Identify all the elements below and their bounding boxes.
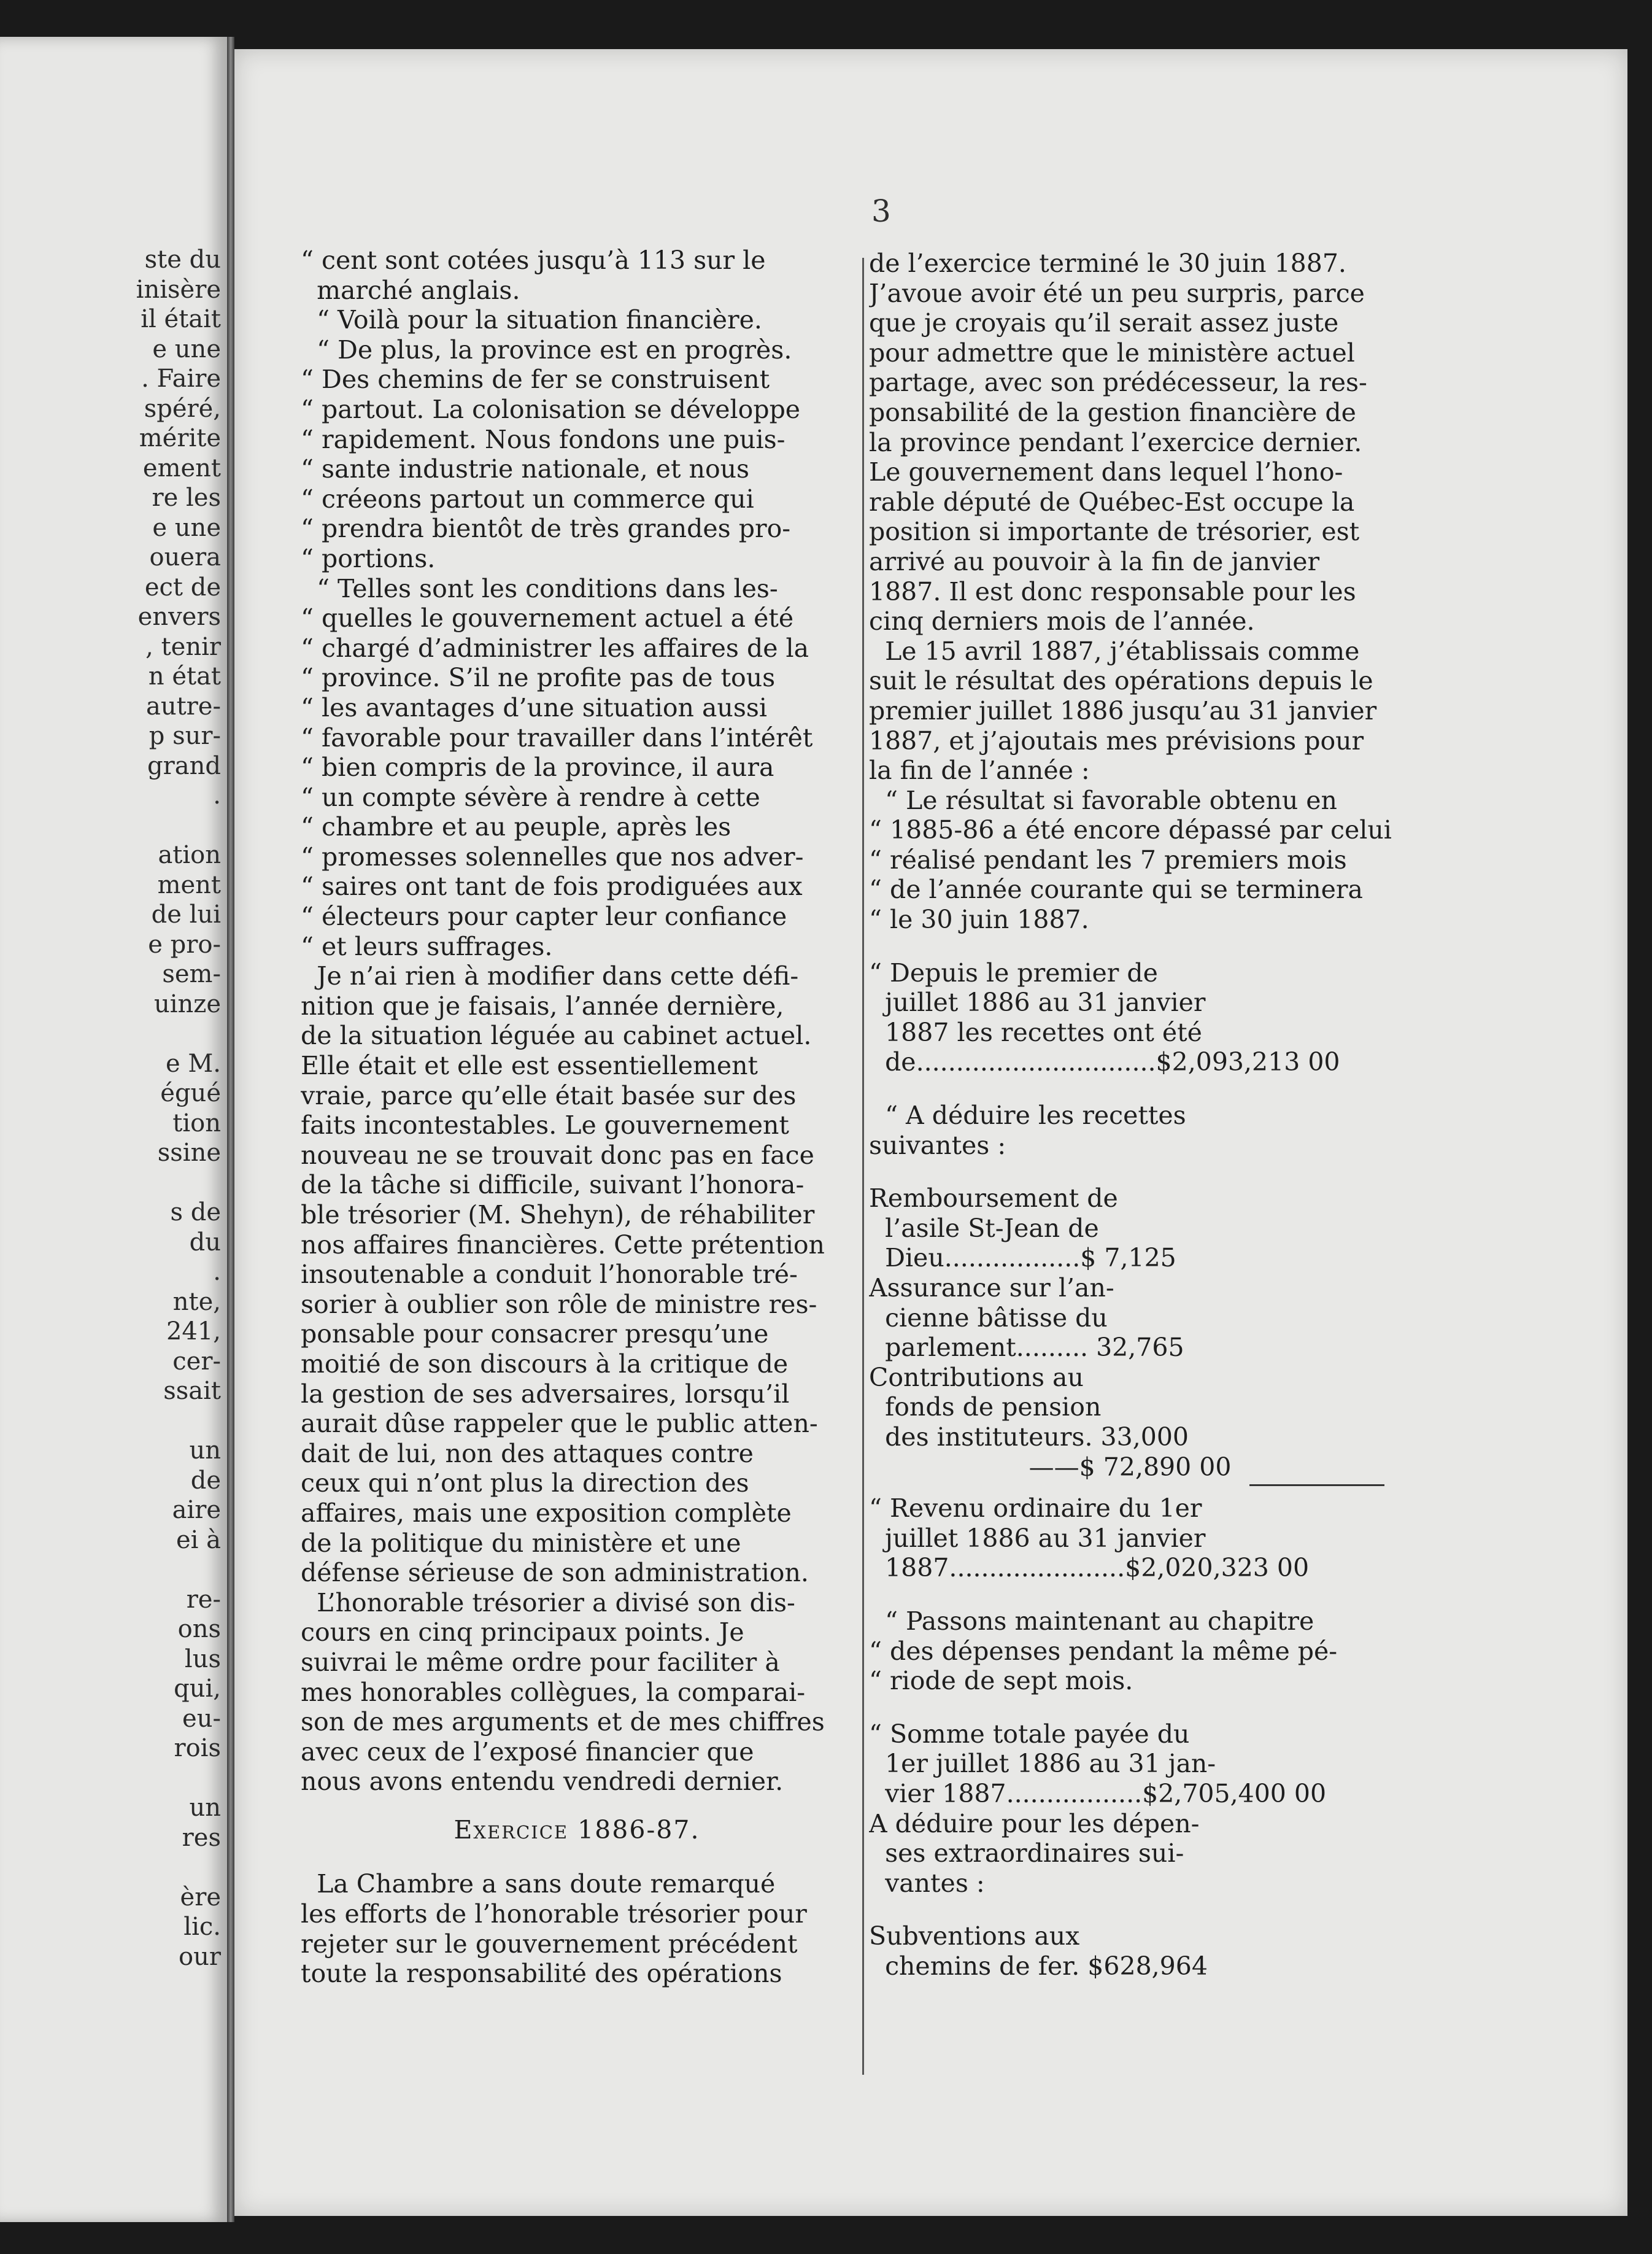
left-page-line: ouera xyxy=(149,543,221,571)
left-page-line: e pro- xyxy=(148,930,221,959)
text-line: “ portions. xyxy=(301,543,436,573)
railway-subsidies xyxy=(869,1921,1409,1981)
text-line: “ Somme totale payée du xyxy=(869,1719,1190,1749)
left-column-text-after xyxy=(301,1869,853,1988)
text-line: l’asile St-Jean de xyxy=(869,1213,1099,1243)
text-line: “ rapidement. Nous fondons une puis- xyxy=(301,424,785,454)
left-page-line: n état xyxy=(148,662,221,691)
text-line: de la tâche si difficile, suivant l’honora- xyxy=(301,1170,805,1200)
text-line: toute la responsabilité des opérations xyxy=(301,1959,782,1989)
text-line: 1887......................$2,020,323 00 xyxy=(869,1553,1310,1583)
text-line: nos affaires financières. Cette prétention xyxy=(301,1230,825,1260)
text-line: “ de l’année courante qui se terminera xyxy=(869,875,1363,905)
text-line: nouveau ne se trouvait donc pas en face xyxy=(301,1140,814,1170)
text-line: suivrai le même ordre pour faciliter à xyxy=(301,1647,780,1677)
text-line: “ cent sont cotées jusqu’à 113 sur le xyxy=(301,246,766,275)
left-page-line: un xyxy=(189,1436,221,1465)
text-line: “ favorable pour travailler dans l’intérêt xyxy=(301,722,813,753)
text-line: suivantes : xyxy=(869,1130,1006,1160)
text-line: 1887. Il est donc responsable pour les xyxy=(869,576,1356,606)
left-page-line: de xyxy=(190,1466,221,1495)
text-line: Remboursement de xyxy=(869,1183,1118,1214)
text-line: ble trésorier (M. Shehyn), de réhabiliter xyxy=(301,1200,815,1230)
left-page-line: autre- xyxy=(146,692,221,721)
left-page-line: ment xyxy=(157,870,221,899)
right-column-paragraph xyxy=(869,249,1409,935)
left-column-text xyxy=(301,246,853,1797)
text-line: arrivé au pouvoir à la fin de janvier xyxy=(869,546,1320,576)
left-page-line: re- xyxy=(186,1585,221,1614)
left-page-line: p sur- xyxy=(149,722,221,750)
ordinary-revenue xyxy=(869,1493,1409,1583)
text-line: Le gouvernement dans lequel l’hono- xyxy=(869,457,1343,487)
left-page-line: spéré, xyxy=(144,394,221,423)
text-line: “ des dépenses pendant la même pé- xyxy=(869,1636,1338,1666)
text-line: “ riode de sept mois. xyxy=(869,1666,1133,1696)
left-page-line: ste du xyxy=(144,246,221,274)
text-line: “ un compte sévère à rendre à cette xyxy=(301,782,760,812)
text-line: “ 1885-86 a été encore dépassé par celui xyxy=(869,815,1392,845)
text-line: ponsabilité de la gestion financière de xyxy=(869,397,1356,427)
text-line: 1887, et j’ajoutais mes prévisions pour xyxy=(869,726,1364,756)
text-line: “ Revenu ordinaire du 1er xyxy=(869,1493,1202,1524)
text-line: A déduire pour les dépen- xyxy=(869,1808,1200,1838)
left-page-line: ssine xyxy=(157,1139,221,1167)
text-line: rable député de Québec-Est occupe la xyxy=(869,487,1355,517)
text-line: “ Des chemins de fer se construisent xyxy=(301,365,770,395)
text-line: position si importante de trésorier, est xyxy=(869,517,1360,547)
text-line: 1er juillet 1886 au 31 jan- xyxy=(869,1749,1216,1779)
book-gutter xyxy=(227,37,234,2222)
left-page-line: , tenir xyxy=(145,632,221,661)
left-page-line: mérite xyxy=(139,424,221,452)
left-page-line: . xyxy=(213,1258,221,1286)
text-line: Assurance sur l’an- xyxy=(869,1273,1114,1303)
text-line: “ De plus, la province est en progrès. xyxy=(301,335,792,365)
text-line: de la situation léguée au cabinet actuel. xyxy=(301,1021,812,1051)
text-line: faits incontestables. Le gouvernement xyxy=(301,1110,789,1141)
text-line: avec ceux de l’exposé financier que xyxy=(301,1737,754,1767)
text-line: J’avoue avoir été un peu surpris, parce xyxy=(869,278,1365,308)
text-line: fonds de pension xyxy=(869,1392,1102,1422)
left-page-line: grand xyxy=(147,751,221,780)
text-line: “ Depuis le premier de xyxy=(869,958,1158,988)
text-line: de l’exercice terminé le 30 juin 1887. xyxy=(869,249,1346,278)
text-line: juillet 1886 au 31 janvier xyxy=(869,1523,1206,1553)
text-line: mes honorables collègues, la comparai- xyxy=(301,1677,806,1707)
text-line: “ et leurs suffrages. xyxy=(301,931,553,961)
left-page-line: égué xyxy=(160,1079,221,1107)
left-page-line: ssait xyxy=(163,1377,221,1405)
left-page-line: uinze xyxy=(153,990,221,1018)
text-line: “ Telles sont les conditions dans les- xyxy=(301,573,778,603)
text-line: juillet 1886 au 31 janvier xyxy=(869,988,1206,1018)
text-line: “ les avantages d’une situation aussi xyxy=(301,692,768,722)
receipts-block xyxy=(869,958,1409,1077)
text-line: son de mes arguments et de mes chiffres xyxy=(301,1707,825,1737)
deduction-title xyxy=(869,1101,1409,1160)
page-number: 3 xyxy=(871,193,891,229)
text-line: La Chambre a sans doute remarqué xyxy=(301,1869,776,1899)
left-page-line: lic. xyxy=(183,1913,221,1941)
text-line: moitié de son discours à la critique de xyxy=(301,1349,789,1379)
text-line: ponsable pour consacrer presqu’une xyxy=(301,1319,769,1349)
text-line: défense sérieuse de son administration. xyxy=(301,1558,809,1588)
left-page-line: ation xyxy=(158,841,221,869)
left-page-line: tion xyxy=(172,1109,221,1137)
text-line: la fin de l’année : xyxy=(869,756,1090,786)
text-line: nition que je faisais, l’année dernière, xyxy=(301,991,784,1021)
text-line: de la politique du ministère et une xyxy=(301,1528,741,1558)
left-page-line: de lui xyxy=(151,900,221,929)
text-line: vraie, parce qu’elle était basée sur des xyxy=(301,1080,797,1110)
column-divider xyxy=(862,258,864,2075)
left-page-line: s de xyxy=(170,1198,221,1226)
left-page-line: cer- xyxy=(172,1347,221,1376)
left-page-line: ons xyxy=(177,1615,221,1643)
total-paid xyxy=(869,1719,1409,1899)
text-line: cours en cinq principaux points. Je xyxy=(301,1617,744,1648)
text-line: de..............................$2,093,213 00 xyxy=(869,1047,1340,1077)
text-line: 1887 les recettes ont été xyxy=(869,1017,1202,1047)
left-page-line: re les xyxy=(152,484,221,512)
text-line: des instituteurs. 33,000 xyxy=(869,1422,1189,1452)
right-column xyxy=(869,249,1409,1981)
left-page-line: sem- xyxy=(162,960,221,988)
text-line: ——$ 72,890 00 xyxy=(869,1452,1232,1482)
left-page-line: qui, xyxy=(174,1675,221,1703)
text-line: dait de lui, non des attaques contre xyxy=(301,1438,754,1468)
deduction-items xyxy=(869,1183,1409,1482)
text-line: que je croyais qu’il serait assez juste xyxy=(869,308,1339,338)
text-line: “ prendra bientôt de très grandes pro- xyxy=(301,514,791,544)
text-line: Le 15 avril 1887, j’établissais comme xyxy=(869,636,1360,666)
left-page-line: aire xyxy=(172,1496,221,1524)
text-line: “ saires ont tant de fois prodiguées aux xyxy=(301,872,803,902)
text-line: Elle était et elle est essentiellement xyxy=(301,1051,758,1081)
left-page-line: lus xyxy=(184,1644,221,1673)
text-line: parlement......... 32,765 xyxy=(869,1333,1184,1363)
text-line: cienne bâtisse du xyxy=(869,1303,1108,1333)
left-page-line: ect de xyxy=(144,573,221,602)
text-line: L’honorable trésorier a divisé son dis- xyxy=(301,1587,795,1617)
text-line: “ bien compris de la province, il aura xyxy=(301,753,774,783)
text-line: Je n’ai rien à modifier dans cette défi- xyxy=(301,961,799,991)
text-line: aurait dûse rappeler que le public atten- xyxy=(301,1409,818,1439)
left-page-line: du xyxy=(189,1228,221,1257)
text-line: “ créeons partout un commerce qui xyxy=(301,484,754,514)
left-page-line: ère xyxy=(180,1883,221,1911)
left-page-line: e M. xyxy=(165,1049,221,1078)
left-page-fragment xyxy=(0,37,227,2222)
text-line: nous avons entendu vendredi dernier. xyxy=(301,1767,784,1797)
left-page-line: rois xyxy=(174,1734,221,1762)
text-line: Subventions aux xyxy=(869,1921,1080,1951)
text-line: Contributions au xyxy=(869,1362,1084,1392)
text-line: “ Voilà pour la situation financière. xyxy=(301,305,762,335)
text-line: “ partout. La colonisation se développe xyxy=(301,394,801,424)
text-line: “ le 30 juin 1887. xyxy=(869,905,1089,935)
text-line: premier juillet 1886 jusqu’au 31 janvier xyxy=(869,695,1377,726)
text-line: pour admettre que le ministère actuel xyxy=(869,338,1355,368)
left-page-line: . Faire xyxy=(141,365,221,393)
left-page-line: inisère xyxy=(136,275,221,304)
left-column xyxy=(301,246,853,1989)
text-line: “ A déduire les recettes xyxy=(869,1101,1186,1131)
left-page-line: eu- xyxy=(182,1704,221,1733)
document-page xyxy=(234,49,1627,2216)
left-page-line: ei à xyxy=(176,1525,221,1554)
text-line: chemins de fer. $628,964 xyxy=(869,1951,1208,1981)
text-line: marché anglais. xyxy=(301,275,520,305)
text-line: “ réalisé pendant les 7 premiers mois xyxy=(869,845,1347,875)
text-line: la province pendant l’exercice dernier. xyxy=(869,427,1362,457)
text-line: partage, avec son prédécesseur, la res- xyxy=(869,368,1367,398)
text-line: “ chambre et au peuple, après les xyxy=(301,812,731,842)
left-page-line: res xyxy=(182,1823,221,1852)
text-line: vantes : xyxy=(869,1868,985,1898)
text-line: sorier à oublier son rôle de ministre res- xyxy=(301,1289,817,1319)
text-line: cinq derniers mois de l’année. xyxy=(869,606,1255,637)
text-line: Dieu.................$ 7,125 xyxy=(869,1243,1176,1273)
text-line: “ Passons maintenant au chapitre xyxy=(869,1606,1314,1636)
sum-rule xyxy=(1249,1484,1384,1486)
left-page-line: our xyxy=(179,1942,221,1971)
text-line: “ Le résultat si favorable obtenu en xyxy=(869,785,1337,815)
left-page-line: e une xyxy=(152,513,221,542)
text-line: insoutenable a conduit l’honorable tré- xyxy=(301,1260,798,1290)
text-line: “ quelles le gouvernement actuel a été xyxy=(301,603,794,633)
left-page-line: . xyxy=(213,781,221,810)
text-line: “ sante industrie nationale, et nous xyxy=(301,454,750,484)
text-line: affaires, mais une exposition complète xyxy=(301,1498,792,1528)
left-page-line: un xyxy=(189,1794,221,1822)
section-heading: Exercice 1886-87. xyxy=(454,1814,700,1845)
text-line: “ chargé d’administrer les affaires de la xyxy=(301,633,809,663)
text-line: les efforts de l’honorable trésorier pour xyxy=(301,1899,807,1929)
left-page-line: e une xyxy=(152,335,221,363)
left-page-line: 241, xyxy=(166,1317,221,1346)
text-line: la gestion de ses adversaires, lorsqu’il xyxy=(301,1379,790,1409)
expenses-intro xyxy=(869,1606,1409,1696)
text-line: ses extraordinaires sui- xyxy=(869,1838,1184,1869)
text-line: suit le résultat des opérations depuis le xyxy=(869,666,1373,696)
text-line: “ province. S’il ne profite pas de tous xyxy=(301,663,776,693)
left-page-line: nte, xyxy=(172,1287,221,1316)
left-page-line: il était xyxy=(141,305,221,333)
left-page-line: ement xyxy=(142,454,221,482)
left-page-line: envers xyxy=(137,603,221,631)
text-line: ceux qui n’ont plus la direction des xyxy=(301,1468,749,1498)
text-line: vier 1887.................$2,705,400 00 xyxy=(869,1778,1327,1808)
text-line: “ électeurs pour capter leur confiance xyxy=(301,902,787,932)
text-line: “ promesses solennelles que nos adver- xyxy=(301,842,804,872)
text-line: rejeter sur le gouvernement précédent xyxy=(301,1929,798,1959)
